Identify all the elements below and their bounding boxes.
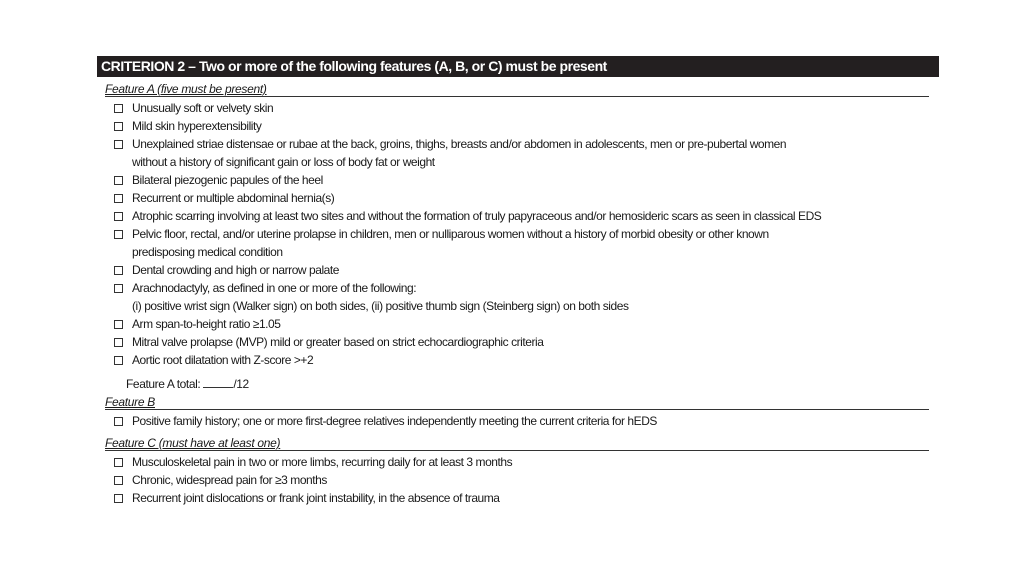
criterion-title: CRITERION 2 – Two or more of the following features (A, B, or C) must be present bbox=[101, 58, 607, 74]
checkbox[interactable] bbox=[114, 122, 123, 131]
feature-c-list bbox=[105, 453, 939, 507]
feature-a-item: Dental crowding and high or narrow palate bbox=[105, 261, 939, 279]
checkbox[interactable] bbox=[114, 338, 123, 347]
feature-a-item: Recurrent or multiple abdominal hernia(s) bbox=[105, 189, 939, 207]
checkbox[interactable] bbox=[114, 356, 123, 365]
feature-a-total bbox=[105, 374, 939, 394]
feature-a-item: Unexplained striae distensae or rubae at the back, groins, thighs, breasts and/or abdomen in adolescents, men or pre-pubertal women without a history of significant gain or loss of body fat or weight bbox=[105, 135, 939, 171]
checkbox[interactable] bbox=[114, 320, 123, 329]
feature-c-item: Musculoskeletal pain in two or more limbs, recurring daily for at least 3 months bbox=[105, 453, 939, 471]
feature-c-title: Feature C (must have at least one) bbox=[105, 437, 929, 451]
feature-b-list bbox=[105, 412, 939, 430]
feature-a-item: Mild skin hyperextensibility bbox=[105, 117, 939, 135]
feature-a-title: Feature A (five must be present) bbox=[105, 83, 929, 97]
feature-a-item: Atrophic scarring involving at least two sites and without the formation of truly papyraceous and/or hemosideric scars as seen in classical EDS bbox=[105, 207, 939, 225]
checkbox[interactable] bbox=[114, 417, 123, 426]
feature-a-item: Unusually soft or velvety skin bbox=[105, 99, 939, 117]
checkbox[interactable] bbox=[114, 212, 123, 221]
checkbox[interactable] bbox=[114, 104, 123, 113]
criterion-header bbox=[97, 56, 939, 77]
feature-a-item: Arm span-to-height ratio ≥1.05 bbox=[105, 315, 939, 333]
feature-a-total-field[interactable] bbox=[203, 376, 233, 388]
feature-a-section bbox=[97, 83, 939, 394]
feature-a-item: Bilateral piezogenic papules of the heel bbox=[105, 171, 939, 189]
feature-a-total-label: Feature A total: bbox=[126, 377, 201, 391]
feature-b-title: Feature B bbox=[105, 396, 929, 410]
feature-c-item: Recurrent joint dislocations or frank joint instability, in the absence of trauma bbox=[105, 489, 939, 507]
checkbox[interactable] bbox=[114, 476, 123, 485]
criteria-document bbox=[97, 56, 939, 507]
feature-a-list bbox=[105, 99, 939, 369]
checkbox[interactable] bbox=[114, 176, 123, 185]
checkbox[interactable] bbox=[114, 494, 123, 503]
feature-a-item: Mitral valve prolapse (MVP) mild or greater based on strict echocardiographic criteria bbox=[105, 333, 939, 351]
checkbox[interactable] bbox=[114, 266, 123, 275]
checkbox[interactable] bbox=[114, 230, 123, 239]
checkbox[interactable] bbox=[114, 284, 123, 293]
feature-a-item: Arachnodactyly, as defined in one or more of the following: (i) positive wrist sign (Walker sign) on both sides, (ii) positive thumb sign (Steinberg sign) on both sides bbox=[105, 279, 939, 315]
feature-c-section bbox=[97, 437, 939, 507]
feature-c-item: Chronic, widespread pain for ≥3 months bbox=[105, 471, 939, 489]
feature-a-total-suffix: /12 bbox=[233, 377, 249, 391]
checkbox[interactable] bbox=[114, 194, 123, 203]
feature-b-item: Positive family history; one or more first-degree relatives independently meeting the current criteria for hEDS bbox=[105, 412, 939, 430]
feature-a-item: Aortic root dilatation with Z-score >+2 bbox=[105, 351, 939, 369]
feature-b-section bbox=[97, 396, 939, 430]
feature-a-item: Pelvic floor, rectal, and/or uterine prolapse in children, men or nulliparous women without a history of morbid obesity or other known predisposing medical condition bbox=[105, 225, 939, 261]
checkbox[interactable] bbox=[114, 458, 123, 467]
checkbox[interactable] bbox=[114, 140, 123, 149]
